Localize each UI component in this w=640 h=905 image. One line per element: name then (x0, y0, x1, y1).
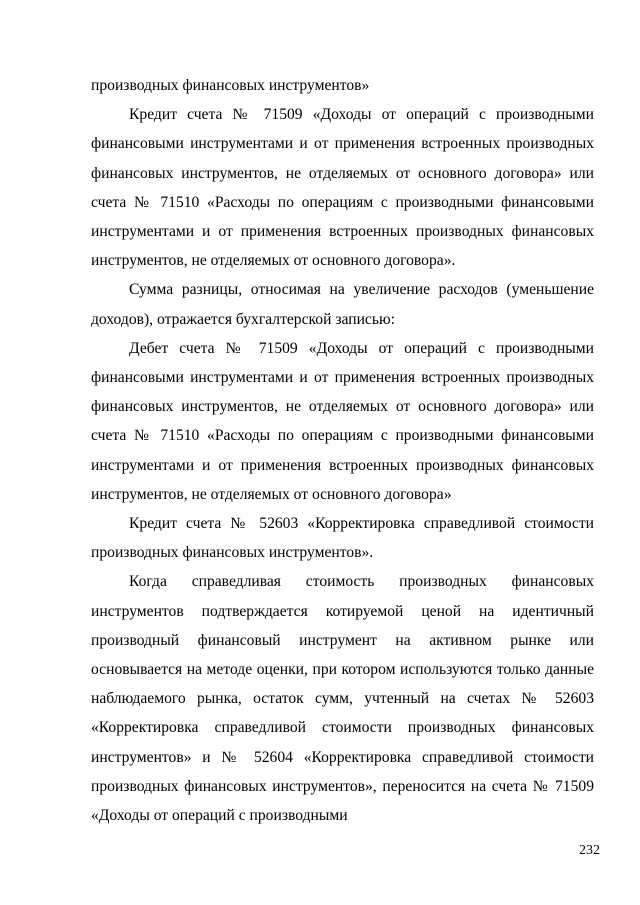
paragraph-difference-sum: Сумма разницы, относимая на увеличение расходов (уменьшение доходов), отражается бухгалтерской записью: (91, 281, 594, 328)
paragraph-credit-52603: Кредит счета № 52603 «Корректировка справедливой стоимости производных финансовых инструментов». (91, 515, 594, 562)
paragraph-continuation: производных финансовых инструментов» (91, 77, 370, 94)
paragraph-fair-value: Когда справедливая стоимость производных финансовых инструментов подтверждается котируемой ценой на идентичный производный финансовый инструмент на активном рынке или основывается на методе оценки, при котором используются только данные наблюдаемого рынка, остаток сумм, учтенный на счетах № 52603 «Корректировка справедливой стоимости производных финансовых инструментов» и № 52604 «Корректировка справедливой стоимости производных финансовых инструментов», переносится на счета № 71509 «Доходы от операций с производными (91, 573, 594, 825)
document-page (91, 0, 594, 830)
page-number: 232 (579, 843, 600, 858)
paragraph-credit-71509: Кредит счета № 71509 «Доходы от операций с производными финансовыми инструментами и от применения встроенных производных финансовых инструментов, не отделяемых от основного договора» или счета № 71510 «Расходы по операциям с производными финансовыми инструментами и от применения встроенных производных финансовых инструментов, не отделяемых от основного договора». (91, 106, 594, 270)
paragraph-debit-71509: Дебет счета № 71509 «Доходы от операций с производными финансовыми инструментами и от применения встроенных производных финансовых инструментов, не отделяемых от основного договора» или счета № 71510 «Расходы по операциям с производными финансовыми инструментами и от применения встроенных производных финансовых инструментов, не отделяемых от основного договора» (91, 339, 594, 503)
